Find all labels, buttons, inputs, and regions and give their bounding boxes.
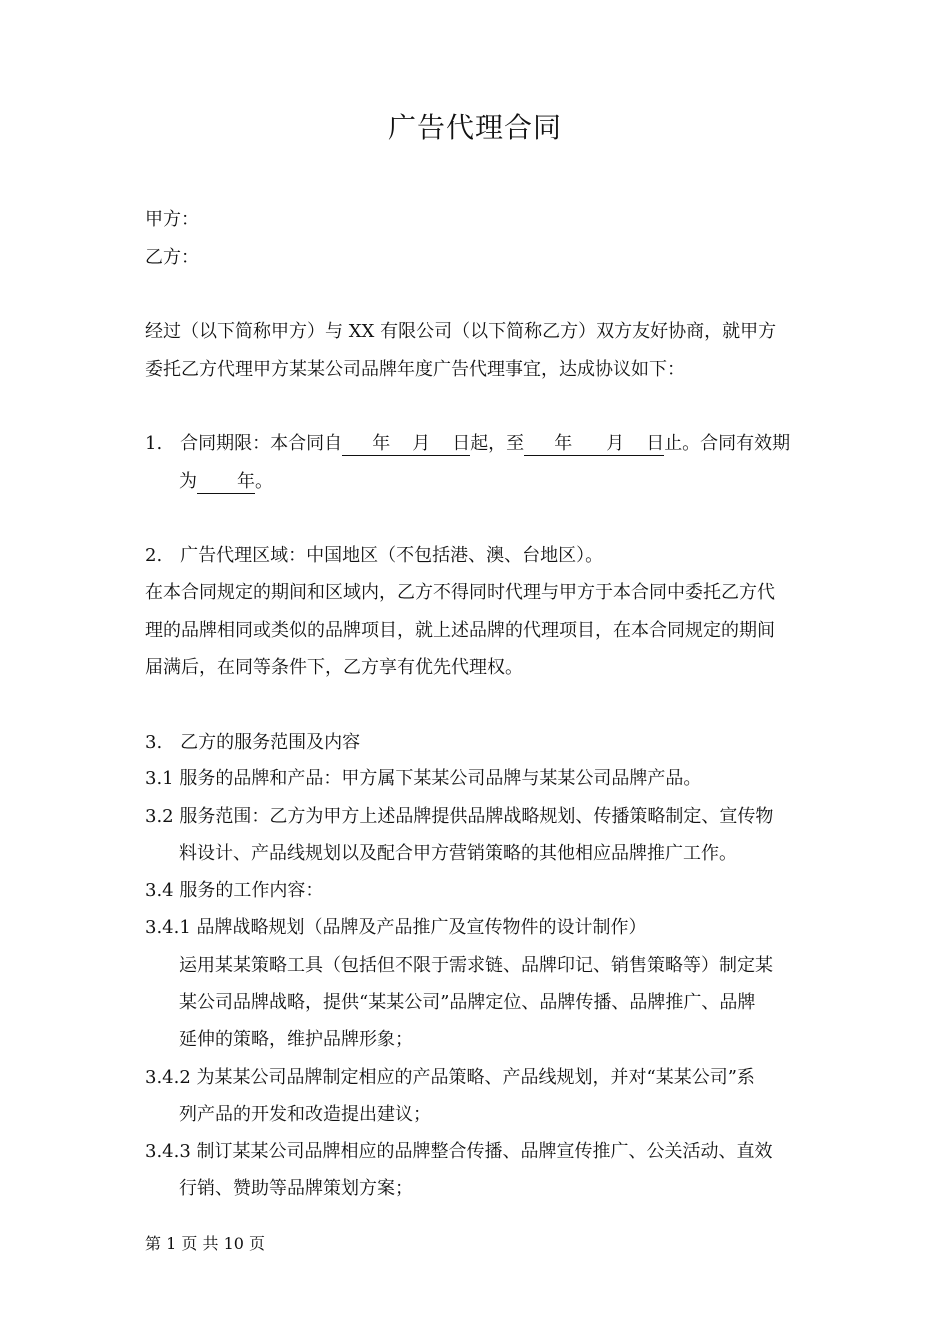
- party-b-label: 乙方：: [145, 247, 199, 268]
- section-3-4-3-line-2: 行销、赞助等品牌策划方案；: [179, 1178, 413, 1199]
- section-3-1: 3.1 服务的品牌和产品：甲方属下某某公司品牌与某某公司品牌产品。: [145, 768, 702, 789]
- section-3-4: 3.4 服务的工作内容：: [145, 880, 324, 901]
- end-year-label: 年: [554, 433, 573, 454]
- term-start-suffix: 起，至: [470, 433, 525, 454]
- term-years-label: 年: [237, 471, 255, 492]
- end-month-label: 月: [606, 433, 625, 454]
- region-paragraph-line-3: 届满后，在同等条件下，乙方享有优先代理权。: [145, 657, 523, 678]
- section-3-4-1: 3.4.1 品牌战略规划（品牌及产品推广及宣传物件的设计制作）: [145, 917, 647, 938]
- region-heading: 2. 广告代理区域：中国地区（不包括港、澳、台地区）。: [145, 545, 604, 566]
- term-end-suffix: 止。合同有效期: [664, 433, 791, 454]
- start-date-blank: [342, 433, 470, 456]
- end-day-label: 日: [646, 433, 665, 454]
- section-3-4-3-line-1: 3.4.3 制订某某公司品牌相应的品牌整合传播、品牌宣传推广、公关活动、直效: [145, 1141, 773, 1162]
- footer-mid: 页 共: [181, 1234, 219, 1253]
- section-3-4-2-line-1: 3.4.2 为某某公司品牌制定相应的产品策略、产品线规划，并对“某某公司”系: [145, 1067, 755, 1088]
- section-3-4-1-line-3: 延伸的策略，维护品牌形象；: [179, 1029, 413, 1050]
- start-day-label: 日: [452, 433, 471, 454]
- total-page-count: 10: [223, 1234, 244, 1253]
- term-lead-text: 1. 合同期限：本合同自: [145, 433, 343, 454]
- section-3-2-line-1: 3.2 服务范围：乙方为甲方上述品牌提供品牌战略规划、传播策略制定、宣传物: [145, 806, 774, 827]
- end-date-blank: [524, 433, 664, 456]
- intro-paragraph-line-1: 经过（以下简称甲方）与 XX 有限公司（以下简称乙方）双方友好协商，就甲方: [145, 321, 777, 342]
- intro-paragraph-line-2: 委托乙方代理甲方某某公司品牌年度广告代理事宜，达成协议如下：: [145, 359, 685, 380]
- start-month-label: 月: [412, 433, 431, 454]
- footer-prefix: 第: [145, 1234, 162, 1253]
- party-a-label: 甲方：: [145, 209, 199, 230]
- region-paragraph-line-1: 在本合同规定的期间和区域内，乙方不得同时代理与甲方于本合同中委托乙方代: [145, 582, 775, 603]
- term-clause-line-1: [145, 432, 815, 456]
- page-title: 广告代理合同: [387, 111, 562, 144]
- footer-suffix: 页: [249, 1234, 266, 1253]
- term-line2-lead: 为: [179, 471, 197, 492]
- term-line2-suffix: 。: [255, 471, 273, 492]
- term-clause-line-2: [179, 470, 815, 494]
- start-year-label: 年: [372, 433, 391, 454]
- term-years-blank: [197, 471, 255, 494]
- section-3-4-1-line-2: 某公司品牌战略，提供“某某公司”品牌定位、品牌传播、品牌推广、品牌: [179, 992, 756, 1013]
- current-page-number: 1: [166, 1234, 177, 1253]
- section-3-4-2-line-2: 列产品的开发和改造提出建议；: [179, 1104, 431, 1125]
- section-3-2-line-2: 料设计、产品线规划以及配合甲方营销策略的其他相应品牌推广工作。: [179, 843, 737, 864]
- section-3-heading: 3. 乙方的服务范围及内容: [145, 732, 361, 753]
- region-paragraph-line-2: 理的品牌相同或类似的品牌项目，就上述品牌的代理项目，在本合同规定的期间: [145, 620, 775, 641]
- page-footer: [145, 1233, 265, 1255]
- section-3-4-1-line-1: 运用某某策略工具（包括但不限于需求链、品牌印记、销售策略等）制定某: [179, 955, 773, 976]
